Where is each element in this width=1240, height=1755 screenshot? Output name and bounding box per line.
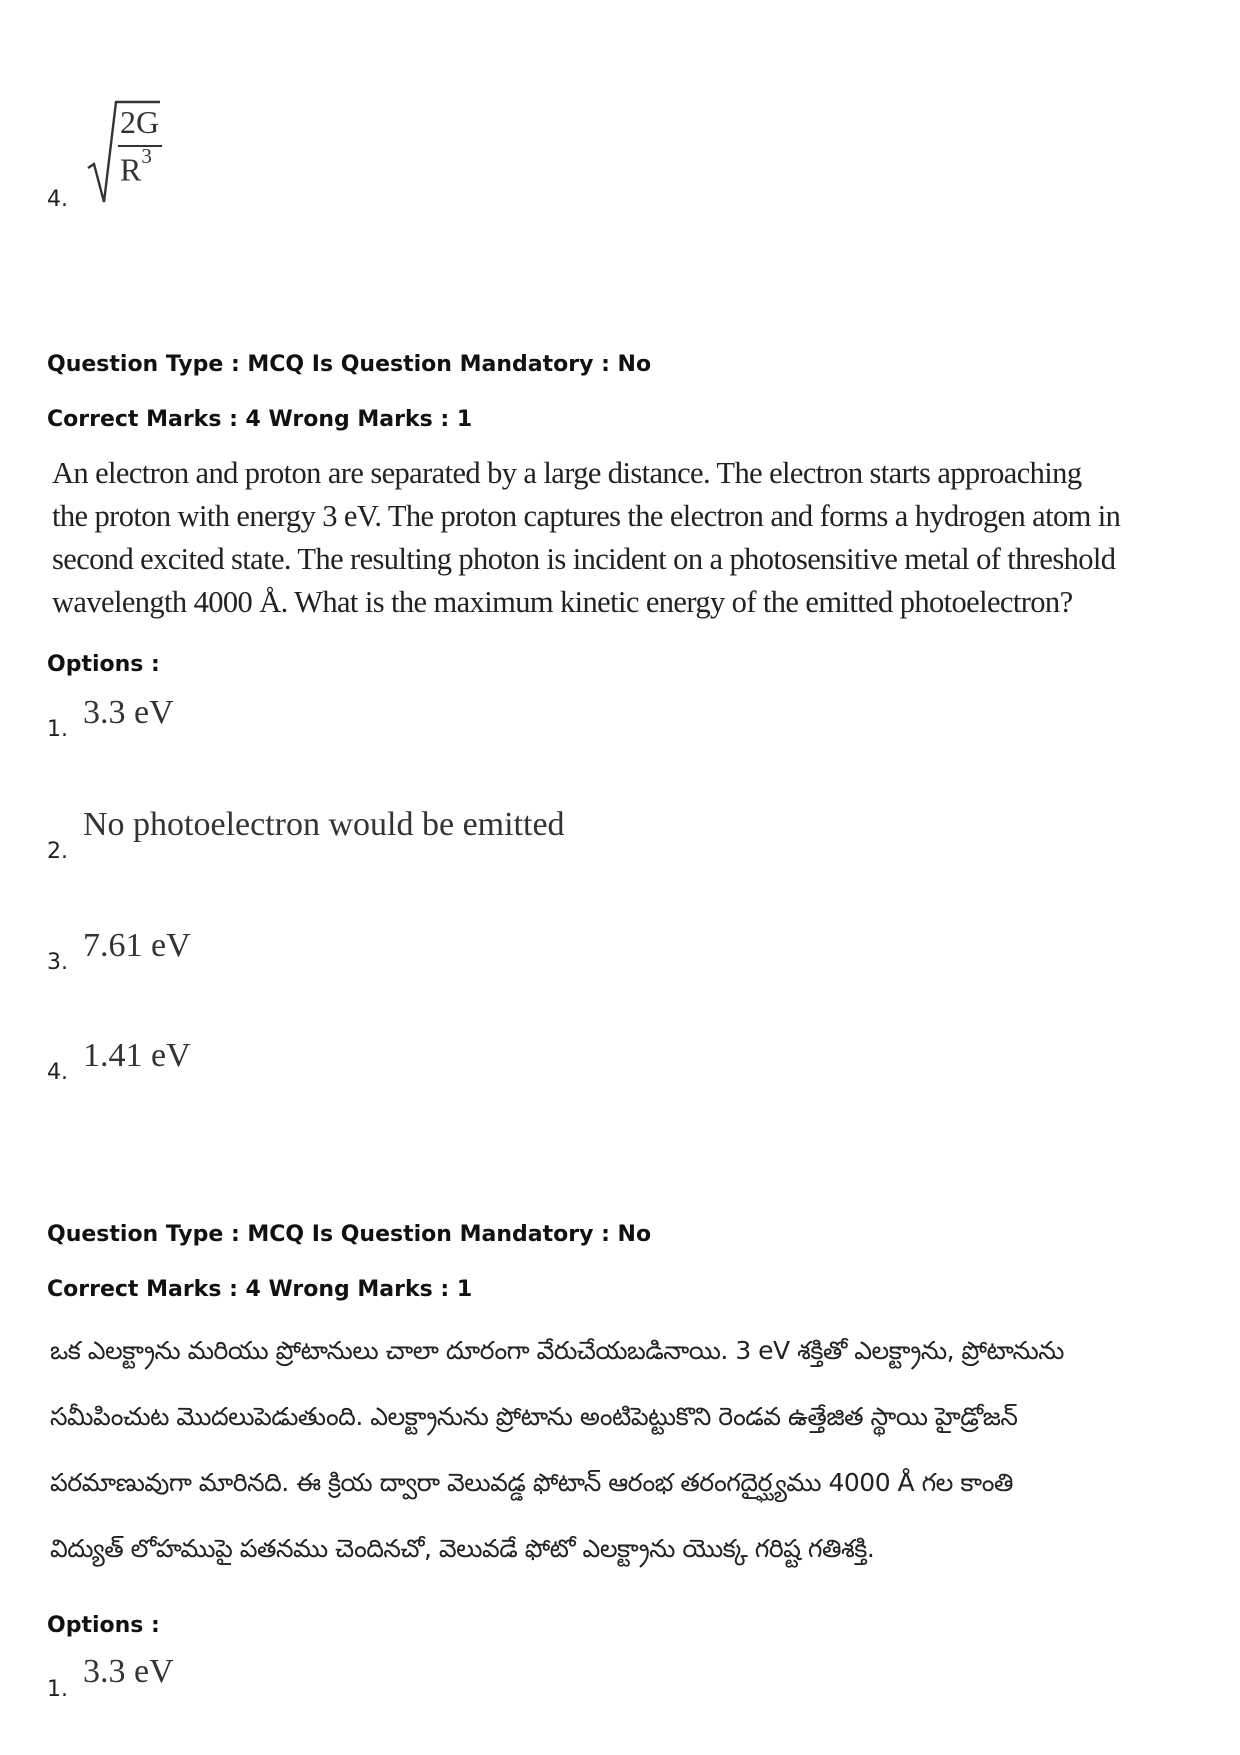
formula-denominator-base: R bbox=[120, 151, 142, 188]
formula-denominator bbox=[120, 144, 152, 189]
marks-line: Correct Marks : 4 Wrong Marks : 1 bbox=[47, 1277, 473, 1302]
question-text-line: wavelength 4000 Å. What is the maximum kinetic energy of the emitted photoelectron? bbox=[52, 585, 1073, 619]
option-number: 3. bbox=[47, 950, 68, 975]
option-number: 4. bbox=[47, 1060, 68, 1085]
marks-line: Correct Marks : 4 Wrong Marks : 1 bbox=[47, 407, 473, 432]
option-text[interactable]: 3.3 eV bbox=[83, 694, 174, 731]
formula-denominator-exponent: 3 bbox=[141, 144, 152, 168]
question-text-line: An electron and proton are separated by a large distance. The electron starts approaching bbox=[52, 456, 1082, 490]
question-text-line: ఒక ఎలక్ట్రాను మరియు ప్రోటానులు చాలా దూరంగా వేరుచేయబడినాయి. 3 eV శక్తితో ఎలక్ట్రాను, ప్రోటానును bbox=[50, 1336, 1064, 1365]
formula-numerator: 2G bbox=[120, 104, 160, 140]
option-text[interactable]: 3.3 eV bbox=[83, 1653, 174, 1690]
question-text-line: the proton with energy 3 eV. The proton captures the electron and forms a hydrogen atom in bbox=[52, 499, 1121, 533]
options-label: Options : bbox=[47, 652, 160, 677]
prev-option-number: 4. bbox=[47, 187, 68, 212]
question-type-line: Question Type : MCQ Is Question Mandatory : No bbox=[47, 1222, 652, 1247]
question-type-line: Question Type : MCQ Is Question Mandatory : No bbox=[47, 352, 652, 377]
question-text bbox=[50, 1318, 1064, 1582]
question-text-line: పరమాణువుగా మారినది. ఈ క్రియ ద్వారా వెలువడ్డ ఫోటాన్ ఆరంభ తరంగదైర్ఘ్యము 4000 Å గల కాంతి bbox=[50, 1468, 1013, 1497]
question-text bbox=[52, 452, 1120, 624]
option-text[interactable]: No photoelectron would be emitted bbox=[83, 806, 565, 843]
options-label: Options : bbox=[47, 1613, 160, 1638]
option-number: 1. bbox=[47, 1677, 68, 1702]
option-number: 2. bbox=[47, 839, 68, 864]
question-text-line: second excited state. The resulting photon is incident on a photosensitive metal of threshold bbox=[52, 542, 1116, 576]
sqrt-formula bbox=[86, 98, 186, 208]
option-text[interactable]: 7.61 eV bbox=[83, 927, 191, 964]
question-text-line: విద్యుత్ లోహముపై పతనము చెందినచో, వెలువడే ఫోటో ఎలక్ట్రాను యొక్క గరిష్ట గతిశక్తి. bbox=[50, 1534, 875, 1563]
option-number: 1. bbox=[47, 717, 68, 742]
option-text[interactable]: 1.41 eV bbox=[83, 1037, 191, 1074]
question-text-line: సమీపించుట మొదలుపెడుతుంది. ఎలక్ట్రానును ప్రోటాను అంటిపెట్టుకొని రెండవ ఉత్తేజిత స్థాయి హైడ్రోజన్ bbox=[50, 1402, 1018, 1431]
